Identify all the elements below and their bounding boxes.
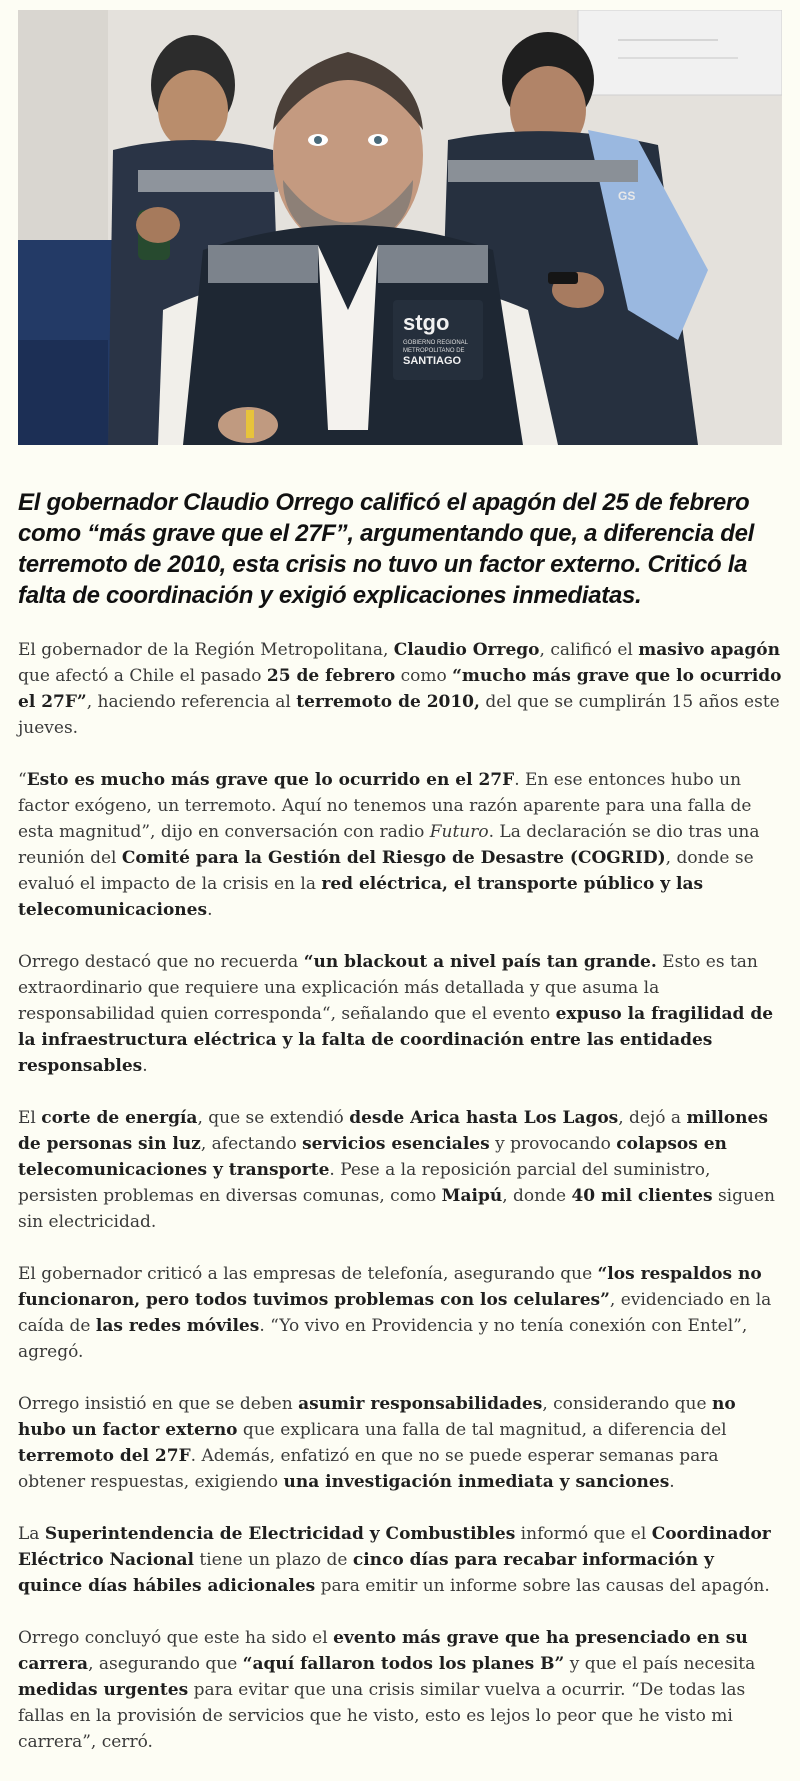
paragraph: La Superintendencia de Electricidad y Combustibles informó que el Coordinador Eléctrico Nacional tiene un plazo de cinco días para recabar información y quince días hábiles adicionales para emitir un informe sobre las causas del apagón. <box>18 1524 771 1596</box>
article-body <box>18 637 782 1755</box>
vest-logo: stgo <box>403 310 450 335</box>
article <box>18 10 782 1781</box>
svg-text:GS: GS <box>618 189 636 203</box>
hero-photo <box>18 10 782 445</box>
vest-subtitle: METROPOLITANO DE <box>403 348 465 354</box>
paragraph: Orrego destacó que no recuerda “un blackout a nivel país tan grande. Esto es tan extraordinario que requiere una explicación más detallada y que asuma la responsabilidad quien corresponda“, señalando que el evento expuso la fragilidad de la infraestructura eléctrica y la falta de coordinación entre las entidades responsables. <box>18 952 774 1076</box>
paragraph: El gobernador criticó a las empresas de telefonía, asegurando que “los respaldos no funcionaron, pero todos tuvimos problemas con los celulares”, evidenciado en la caída de las redes móviles. “Yo vivo en Providencia y no tenía conexión con Entel”, agregó. <box>18 1264 772 1362</box>
paragraph: “Esto es mucho más grave que lo ocurrido en el 27F. En ese entonces hubo un factor exógeno, un terremoto. Aquí no tenemos una razón aparente para una falla de esta magnitud”, dijo en conversación con radio Futuro. La declaración se dio tras una reunión del Comité para la Gestión del Riesgo de Desastre (COGRID), donde se evaluó el impacto de la crisis en la red eléctrica, el transporte público y las telecomunicaciones. <box>18 770 760 920</box>
paragraph: El corte de energía, que se extendió desde Arica hasta Los Lagos, dejó a millones de personas sin luz, afectando servicios esenciales y provocando colapsos en telecomunicaciones y transporte. Pese a la reposición parcial del suministro, persisten problemas en diversas comunas, como Maipú, donde 40 mil clientes siguen sin electricidad. <box>18 1108 775 1232</box>
paragraph: Orrego concluyó que este ha sido el evento más grave que ha presenciado en su carrera, asegurando que “aquí fallaron todos los planes B” y que el país necesita medidas urgentes para evitar que una crisis similar vuelva a ocurrir. “De todas las fallas en la provisión de servicios que he visto, esto es lejos lo peor que he visto mi carrera”, cerró. <box>18 1628 756 1752</box>
paragraph: El gobernador de la Región Metropolitana, Claudio Orrego, calificó el masivo apagón que afectó a Chile el pasado 25 de febrero como “mucho más grave que lo ocurrido el 27F”, haciendo referencia al terremoto de 2010, del que se cumplirán 15 años este jueves. <box>18 640 782 738</box>
vest-subtitle: GOBIERNO REGIONAL <box>403 340 469 346</box>
article-lead: El gobernador Claudio Orrego calificó el apagón del 25 de febrero como “más grave que el 27F”, argumentando que, a diferencia del terremoto de 2010, esta crisis no tuvo un factor externo. Criticó la falta de coordinación y exigió explicaciones inmediatas. <box>18 489 754 609</box>
vest-subtitle: SANTIAGO <box>403 355 462 367</box>
paragraph: Orrego insistió en que se deben asumir responsabilidades, considerando que no hubo un factor externo que explicara una falla de tal magnitud, a diferencia del terremoto del 27F. Además, enfatizó en que no se puede esperar semanas para obtener respuestas, exigiendo una investigación inmediata y sanciones. <box>18 1394 736 1492</box>
